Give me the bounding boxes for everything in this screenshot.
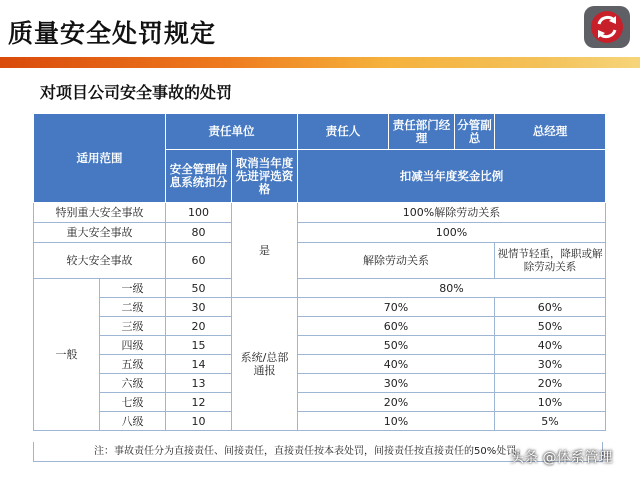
ratio-cell: 60% [298,317,495,336]
accent-bar [0,57,640,68]
section-subtitle: 对项目公司安全事故的处罚 [40,83,233,102]
table-row [34,203,606,223]
score-cell: 80 [166,223,232,243]
level-cell: 四级 [100,336,166,355]
scope-cell: 特别重大安全事故 [34,203,166,223]
score-cell: 60 [166,243,232,279]
table-row [34,317,606,336]
table-row [34,243,606,279]
score-cell: 10 [166,412,232,431]
scope-cell: 较大安全事故 [34,243,166,279]
ratio-cell: 20% [298,393,495,412]
gm-ratio-cell: 20% [495,374,606,393]
table-row [34,223,606,243]
header-safety-score: 安全管理信息系统扣分 [166,150,232,203]
gm-ratio-cell: 40% [495,336,606,355]
page-title: 质量安全处罚规定 [8,19,217,48]
table-row [34,412,606,431]
table-row [34,279,606,298]
ratio-cell: 80% [298,279,606,298]
gm-ratio-cell: 5% [495,412,606,431]
score-cell: 30 [166,298,232,317]
gm-ratio-cell: 60% [495,298,606,317]
table-row [34,393,606,412]
table-row [34,336,606,355]
gm-ratio-cell: 10% [495,393,606,412]
level-cell: 七级 [100,393,166,412]
header-bonus-ratio: 扣减当年度奖金比例 [298,150,606,203]
ratio-cell: 50% [298,336,495,355]
gm-ratio-cell: 50% [495,317,606,336]
header-responsible-person: 责任人 [298,114,389,150]
header-deputy-gm: 分管副总 [455,114,495,150]
header-dept-manager: 责任部门经理 [389,114,455,150]
header-cancel-eval: 取消当年度先进评选资格 [232,150,298,203]
gm-ratio-cell: 视情节轻重，降职或解除劳动关系 [495,243,606,279]
level-cell: 六级 [100,374,166,393]
level-cell: 五级 [100,355,166,374]
refresh-cycle-icon [578,4,634,50]
level-cell: 三级 [100,317,166,336]
scope-general-cell: 一般 [34,279,100,431]
watermark: 头条 @体系管理 [510,450,613,466]
ratio-cell: 30% [298,374,495,393]
table-row [34,355,606,374]
score-cell: 15 [166,336,232,355]
ratio-cell: 40% [298,355,495,374]
table-row [34,374,606,393]
penalty-table [33,113,606,431]
cancel-eval-cell: 系统/总部通报 [232,298,298,431]
table-note: 注：事故责任分为直接责任、间接责任，直接责任按本表处罚，间接责任按直接责任的50%处罚。 [33,442,603,462]
ratio-cell: 100%解除劳动关系 [298,203,606,223]
score-cell: 50 [166,279,232,298]
header-responsible-unit: 责任单位 [166,114,298,150]
table-row [34,298,606,317]
level-cell: 二级 [100,298,166,317]
score-cell: 20 [166,317,232,336]
level-cell: 一级 [100,279,166,298]
score-cell: 14 [166,355,232,374]
score-cell: 12 [166,393,232,412]
level-cell: 八级 [100,412,166,431]
gm-ratio-cell: 30% [495,355,606,374]
score-cell: 13 [166,374,232,393]
ratio-cell: 70% [298,298,495,317]
cancel-eval-cell: 是 [232,203,298,298]
header-scope: 适用范围 [34,114,166,203]
ratio-cell: 100% [298,223,606,243]
score-cell: 100 [166,203,232,223]
scope-cell: 重大安全事故 [34,223,166,243]
ratio-cell: 解除劳动关系 [298,243,495,279]
ratio-cell: 10% [298,412,495,431]
header-gm: 总经理 [495,114,606,150]
